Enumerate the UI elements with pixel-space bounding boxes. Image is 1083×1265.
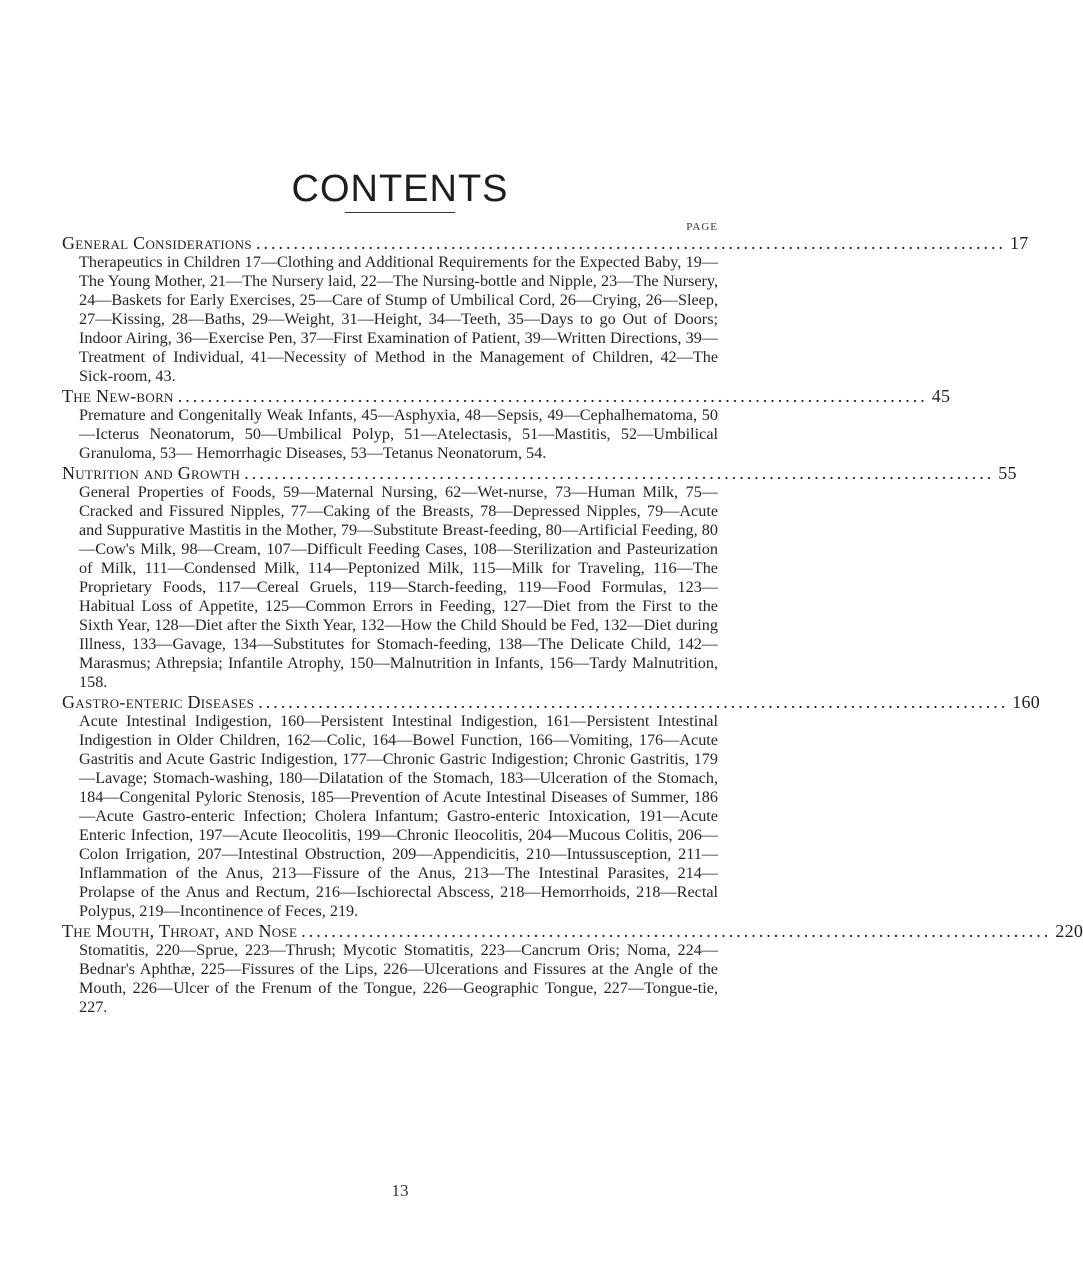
toc-section	[62, 233, 1029, 386]
toc-section	[62, 921, 1083, 1017]
page-folio: 13	[391, 1181, 409, 1200]
section-title: The New-born	[62, 386, 174, 406]
contents-list	[62, 233, 1083, 1018]
toc-section	[62, 386, 951, 463]
section-page-number: 17	[1009, 233, 1029, 253]
section-heading[interactable]	[62, 463, 1017, 483]
section-title: The Mouth, Throat, and Nose	[62, 921, 298, 941]
section-title: General Considerations	[62, 233, 252, 253]
dot-leader: ....................................................................................................	[258, 692, 1009, 712]
section-heading[interactable]	[62, 233, 1029, 253]
dot-leader: ....................................................................................................	[301, 921, 1052, 941]
section-summary: General Properties of Foods, 59—Maternal Nursing, 62—Wet-nurse, 73—Human Milk, 75—Cracked and Fissured Nipples, 77—Caking of the Breasts, 78—Depressed Nipples, 79—Acute and Suppurative Mastitis in the Mother, 79—Substitute Breast-feeding, 80—Artificial Feeding, 80—Cow's Milk, 98—Cream, 107—Difficult Feeding Cases, 108—Sterilization and Pasteurization of Milk, 111—Condensed Milk, 114—Peptonized Milk, 115—Milk for Traveling, 116—The Proprietary Foods, 117—Cereal Gruels, 119—Starch-feeding, 119—Food Formulas, 123—Habitual Loss of Appetite, 125—Common Errors in Feeding, 127—Diet from the First to the Sixth Year, 128—Diet after the Sixth Year, 132—How the Child Should be Fed, 132—Diet during Illness, 133—Gavage, 134—Substitutes for Stomach-feeding, 138—The Delicate Child, 142—Marasmus; Athrepsia; Infantile Atrophy, 150—Malnutrition in Infants, 156—Tardy Malnutrition, 158.	[79, 483, 718, 691]
section-summary: Acute Intestinal Indigestion, 160—Persistent Intestinal Indigestion, 161—Persistent Intestinal Indigestion in Older Children, 162—Colic, 164—Bowel Function, 166—Vomiting, 176—Acute Gastritis and Acute Gastric Indigestion, 177—Chronic Gastric Indigestion; Chronic Gastritis, 179—Lavage; Stomach-washing, 180—Dilatation of the Stomach, 183—Ulceration of the Stomach, 184—Congenital Pyloric Stenosis, 185—Prevention of Acute Intestinal Diseases of Summer, 186—Acute Gastro-enteric Infection; Cholera Infantum; Gastro-enteric Intoxication, 191—Acute Enteric Infection, 197—Acute Ileocolitis, 199—Chronic Ileocolitis, 204—Mucous Colitis, 206—Colon Irrigation, 207—Intestinal Obstruction, 209—Appendicitis, 210—Intussusception, 211—Inflammation of the Anus, 213—Fissure of the Anus, 213—The Intestinal Parasites, 214—Prolapse of the Anus and Rectum, 216—Ischiorectal Abscess, 218—Hemorrhoids, 218—Rectal Polypus, 219—Incontinence of Feces, 219.	[79, 712, 718, 920]
dot-leader: ....................................................................................................	[244, 463, 995, 483]
section-title: Nutrition and Growth	[62, 463, 241, 483]
section-page-number: 45	[931, 386, 951, 406]
title-rule	[345, 212, 455, 213]
section-summary: Stomatitis, 220—Sprue, 223—Thrush; Mycotic Stomatitis, 223—Cancrum Oris; Noma, 224—Bednar's Aphthæ, 225—Fissures of the Lips, 226—Ulcerations and Fissures at the Angle of the Mouth, 226—Ulcer of the Frenum of the Tongue, 226—Geographic Tongue, 227—Tongue-tie, 227.	[79, 941, 718, 1016]
section-summary: Premature and Congenitally Weak Infants, 45—Asphyxia, 48—Sepsis, 49—Cephalhematoma, 50—Icterus Neonatorum, 50—Umbilical Polyp, 51—Atelectasis, 51—Mastitis, 52—Umbilical Granuloma, 53— Hemorrhagic Diseases, 53—Tetanus Neonatorum, 54.	[79, 406, 718, 462]
dot-leader: ....................................................................................................	[255, 233, 1006, 253]
section-heading[interactable]	[62, 386, 951, 406]
toc-section	[62, 463, 1017, 692]
toc-section	[62, 692, 1041, 921]
page-title: CONTENTS	[291, 168, 509, 210]
section-heading[interactable]	[62, 692, 1041, 712]
section-title: Gastro-enteric Diseases	[62, 692, 255, 712]
section-summary: Therapeutics in Children 17—Clothing and Additional Requirements for the Expected Baby, 19—The Young Mother, 21—The Nursery laid, 22—The Nursing-bottle and Nipple, 23—The Nursery, 24—Baskets for Early Exercises, 25—Care of Stump of Umbilical Cord, 26—Crying, 26—Sleep, 27—Kissing, 28—Baths, 29—Weight, 31—Height, 34—Teeth, 35—Days to go Out of Doors; Indoor Airing, 36—Exercise Pen, 37—First Examination of Patient, 39—Written Directions, 39—Treatment of Individual, 41—Necessity of Method in the Management of Children, 42—The Sick-room, 43.	[79, 253, 718, 385]
dot-leader: ....................................................................................................	[177, 386, 928, 406]
section-page-number: 220	[1055, 921, 1083, 941]
page-column-label: PAGE	[686, 221, 718, 233]
section-page-number: 55	[998, 463, 1017, 483]
section-page-number: 160	[1012, 692, 1041, 712]
section-heading[interactable]	[62, 921, 1083, 941]
